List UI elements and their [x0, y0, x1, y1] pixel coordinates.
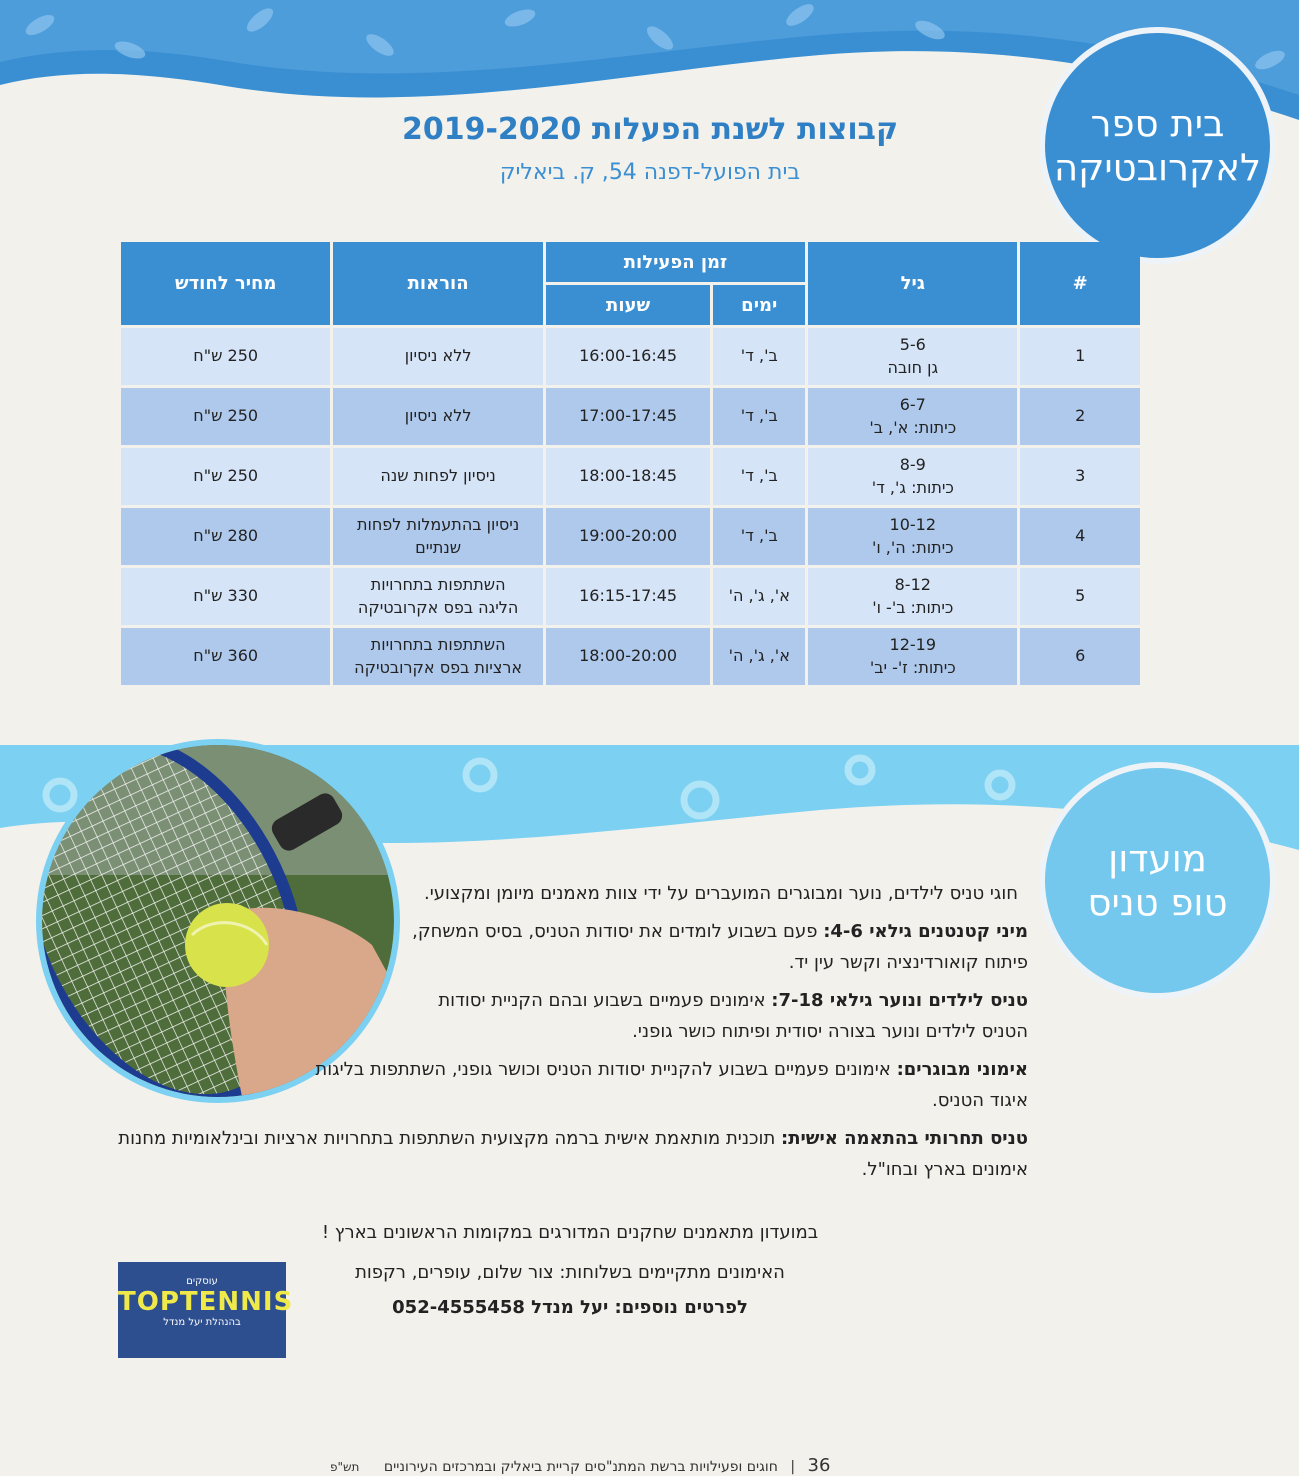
table-row — [121, 388, 1140, 445]
cell-days: ב', ד' — [713, 508, 805, 565]
footer-text: חוגים ופעילויות ברשת המתנ"סים קריית ביאליק ובמרכזים העירוניים — [383, 1459, 778, 1475]
cell-num: 6 — [1020, 628, 1140, 685]
cell-age — [808, 448, 1017, 505]
header-price: מחיר לחודש — [121, 242, 330, 325]
page-subtitle: בית הפועל-דפנה 54, ק. ביאליק — [499, 160, 801, 185]
table-row — [121, 328, 1140, 385]
notes-line-2: הליגה בפס אקרובטיקה — [357, 597, 519, 617]
schedule-table — [118, 239, 1143, 688]
footer-separator: | — [790, 1459, 796, 1475]
table-row — [121, 508, 1140, 565]
age-grade: כיתות: ה', ו' — [871, 537, 954, 557]
cell-num: 1 — [1020, 328, 1140, 385]
age-range: 8-9 — [899, 455, 926, 475]
cell-notes — [333, 448, 542, 505]
cell-days: א', ג', ה' — [713, 568, 805, 625]
item-label: טניס לילדים ונוער גילאי 7-18: — [771, 989, 1028, 1011]
contact-line: לפרטים נוספים: יעל מנדל 052-4555458 — [392, 1297, 748, 1318]
cell-price: 250 ש"ח — [121, 448, 330, 505]
cell-price: 330 ש"ח — [121, 568, 330, 625]
item-label: מיני קטנטנים גילאי 4-6: — [823, 920, 1028, 942]
badge-line-2: לאקרובטיקה — [1053, 145, 1262, 189]
cell-days: א', ג', ה' — [713, 628, 805, 685]
cell-num: 4 — [1020, 508, 1140, 565]
tennis-item — [110, 1054, 1028, 1117]
notes-line-1: השתתפות בתחרויות — [370, 575, 506, 595]
tennis-item — [110, 916, 1028, 979]
cell-hours: 18:00-20:00 — [546, 628, 711, 685]
cell-days: ב', ד' — [713, 328, 805, 385]
cell-notes — [333, 568, 542, 625]
age-range: 10-12 — [889, 515, 937, 535]
cell-price: 250 ש"ח — [121, 388, 330, 445]
cell-age — [808, 628, 1017, 685]
age-range: 12-19 — [889, 635, 937, 655]
cell-age — [808, 388, 1017, 445]
logo-main-text: TOPTENNIS — [118, 1287, 294, 1317]
cell-hours: 16:00-16:45 — [546, 328, 711, 385]
tennis-intro: חוגי טניס לילדים, נוער ומבוגרים המועברים על ידי צוות מאמנים מיומן ומקצועי. — [424, 883, 1018, 904]
age-grade: כיתות: ב'- ו' — [872, 597, 954, 617]
badge-line-1: בית ספר — [1090, 101, 1225, 145]
badge-line-2: טופ טניס — [1087, 880, 1228, 924]
notes-line-1: ניסיון בהתעמלות לפחות — [356, 515, 520, 535]
header-num: # — [1020, 242, 1140, 325]
cell-age — [808, 508, 1017, 565]
age-range: 6-7 — [899, 395, 926, 415]
cell-days: ב', ד' — [713, 448, 805, 505]
badge-line-1: מועדון — [1108, 836, 1207, 880]
cell-num: 2 — [1020, 388, 1140, 445]
header-age: גיל — [808, 242, 1017, 325]
cell-price: 280 ש"ח — [121, 508, 330, 565]
branches-line: האימונים מתקיימים בשלוחות: צור שלום, עופרים, רקפות — [355, 1262, 785, 1283]
cell-age — [808, 568, 1017, 625]
notes-line-1: השתתפות בתחרויות — [370, 635, 506, 655]
cell-price: 250 ש"ח — [121, 328, 330, 385]
cell-num: 3 — [1020, 448, 1140, 505]
cell-notes — [333, 388, 542, 445]
age-range: 5-6 — [899, 335, 926, 355]
cell-notes — [333, 628, 542, 685]
header-notes: הוראות — [333, 242, 542, 325]
item-text: אימונים פעמיים בשבוע ובהם הקניית יסודות הטניס לילדים ונוער בצורה יסודית ופיתוח כושר גופני. — [438, 989, 1028, 1042]
cell-num: 5 — [1020, 568, 1140, 625]
cell-age — [808, 328, 1017, 385]
cell-hours: 18:00-18:45 — [546, 448, 711, 505]
age-grade: כיתות: ז'- יב' — [869, 657, 956, 677]
cell-hours: 16:15-17:45 — [546, 568, 711, 625]
item-label: טניס תחרותי בהתאמה אישית: — [781, 1127, 1028, 1149]
page-title: קבוצות לשנת הפעלות 2019-2020 — [401, 112, 899, 147]
item-label: אימוני מבוגרים: — [896, 1058, 1028, 1080]
cell-hours: 19:00-20:00 — [546, 508, 711, 565]
cell-notes — [333, 508, 542, 565]
age-grade: גן חובה — [887, 357, 939, 377]
age-range: 8-12 — [894, 575, 931, 595]
page-footer — [330, 1455, 830, 1476]
logo-sub-text: בהנהלת יעל מנדל — [163, 1317, 241, 1328]
item-text: פעם בשבוע לומדים את יסודות הטניס, בסיס המשחק, פיתוח קואורדינציה וקשר עין יד. — [412, 920, 1028, 973]
page-number: 36 — [807, 1455, 831, 1476]
table-row — [121, 448, 1140, 505]
table-row — [121, 568, 1140, 625]
tennis-club-badge — [1045, 768, 1270, 993]
cell-notes — [333, 328, 542, 385]
age-grade: כיתות: א', ב' — [869, 417, 957, 437]
tennis-item — [110, 985, 1028, 1048]
header-hours: שעות — [546, 285, 711, 325]
tennis-description — [110, 878, 1028, 1192]
tennis-item — [110, 1123, 1028, 1186]
header-activity-time: זמן הפעילות — [546, 242, 805, 282]
age-grade: כיתות: ג', ד' — [871, 477, 954, 497]
coaches-line: במועדון מתאמנים שחקנים המדורגים במקומות הראשונים בארץ ! — [321, 1222, 819, 1243]
item-text: תוכנית מותאמת אישית ברמה מקצועית השתתפות בתחרויות ארציות ובינלאומיות מחנות אימונים בארץ ובחו"ל. — [118, 1127, 1028, 1180]
notes-line-1: ניסיון לפחות שנה — [380, 466, 496, 486]
item-text: אימונים פעמיים בשבוע להקניית יסודות הטניס וכושר גופני, השתתפות בליגות איגוד הטניס. — [315, 1058, 1028, 1111]
cell-days: ב', ד' — [713, 388, 805, 445]
notes-line-2: שנתיים — [415, 537, 462, 557]
cell-hours: 17:00-17:45 — [546, 388, 711, 445]
header-days: ימים — [713, 285, 805, 325]
notes-line-1: ללא ניסיון — [404, 346, 472, 366]
notes-line-2: ארציות בפס אקרובטיקה — [354, 657, 523, 677]
logo-top-text: עוסקים — [186, 1276, 218, 1287]
notes-line-1: ללא ניסיון — [404, 406, 472, 426]
table-row — [121, 628, 1140, 685]
toptennis-logo — [118, 1262, 294, 1358]
cell-price: 360 ש"ח — [121, 628, 330, 685]
acrobatics-school-badge — [1045, 33, 1270, 258]
footer-code: תש"פ — [330, 1460, 360, 1474]
